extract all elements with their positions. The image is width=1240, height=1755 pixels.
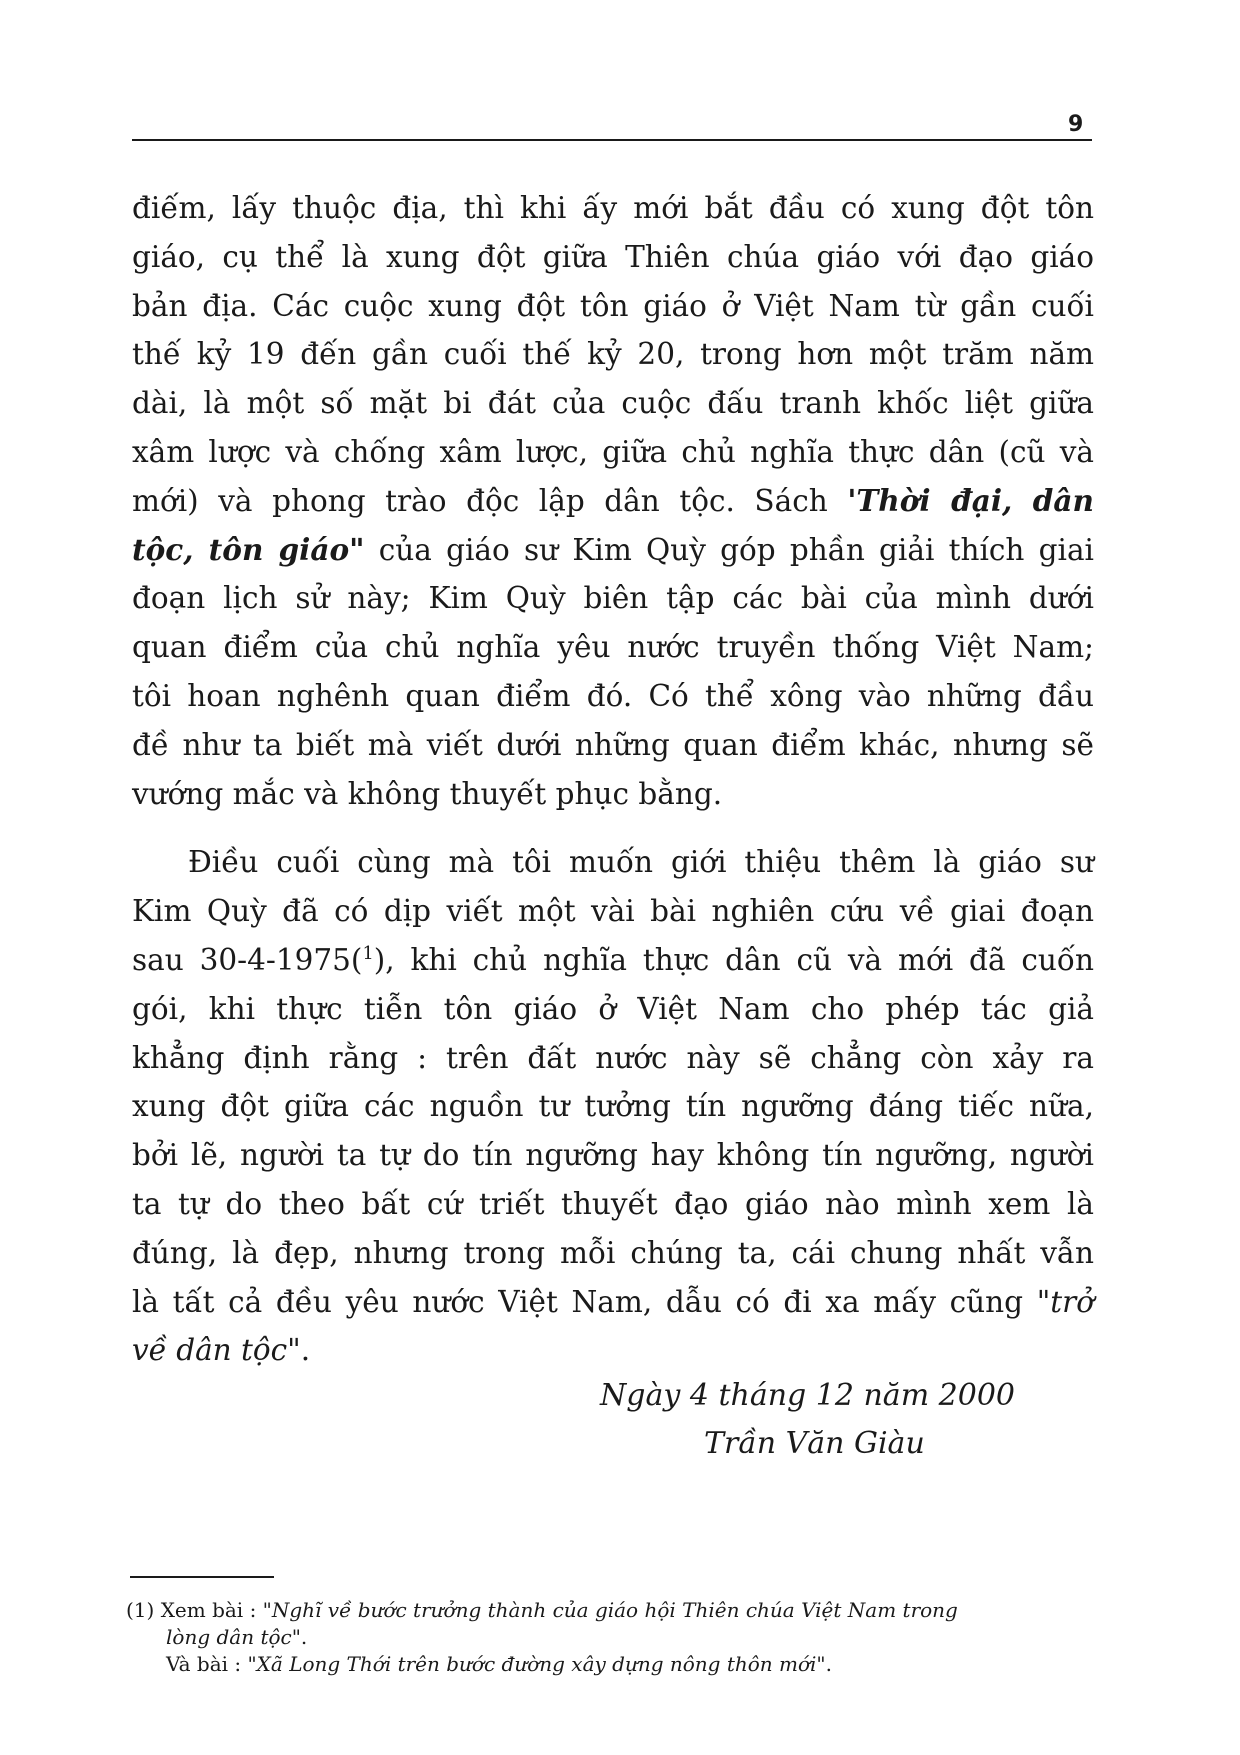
paragraph-1 bbox=[132, 184, 1094, 818]
text-line: Điều cuối cùng mà tôi muốn giới thiệu thêm là giáo sư bbox=[188, 845, 1094, 880]
paragraph-gap bbox=[132, 818, 1094, 838]
text-line: vướng mắc và không thuyết phục bằng. bbox=[132, 776, 723, 811]
footnote-title: "Xã Long Thới trên bước đường xây dựng nông thôn mới" bbox=[247, 1652, 826, 1676]
footnote-marker: (1) Xem bài : bbox=[126, 1598, 263, 1622]
footnote-line bbox=[126, 1624, 1086, 1651]
text-segment: . bbox=[825, 1652, 832, 1676]
text-line bbox=[132, 526, 1094, 575]
footnotes bbox=[126, 1597, 1086, 1678]
footnote-line bbox=[126, 1597, 1086, 1624]
text-segment: mới) và phong trào độc lập dân tộc. Sách bbox=[132, 483, 848, 518]
text-line: ta tự do theo bất cứ triết thuyết đạo giáo nào mình xem là bbox=[132, 1186, 1094, 1221]
text-line: quan điểm của chủ nghĩa yêu nước truyền thống Việt Nam; bbox=[132, 630, 1094, 665]
text-line bbox=[132, 1278, 1094, 1327]
signature-block bbox=[600, 1372, 1015, 1468]
text-line: xung đột giữa các nguồn tư tưởng tín ngưỡng đáng tiếc nữa, bbox=[132, 1089, 1094, 1124]
quote: "trở bbox=[1036, 1284, 1094, 1319]
text-line: khẳng định rằng : trên đất nước này sẽ chẳng còn xảy ra bbox=[132, 1040, 1094, 1075]
text-segment: là tất cả đều yêu nước Việt Nam, dẫu có đi xa mấy cũng bbox=[132, 1284, 1037, 1319]
text-line: xâm lược và chống xâm lược, giữa chủ nghĩa thực dân (cũ và bbox=[132, 434, 1094, 469]
text-line bbox=[132, 477, 1094, 526]
footnote-line bbox=[126, 1651, 1086, 1678]
book-title: tộc, tôn giáo" bbox=[132, 531, 365, 567]
signature-date: Ngày 4 tháng 12 năm 2000 bbox=[600, 1378, 1016, 1413]
text-line: tôi hoan nghênh quan điểm đó. Có thể xông vào những đầu bbox=[132, 678, 1094, 713]
text-line bbox=[132, 1326, 1094, 1375]
book-title: 'Thời đại, dân bbox=[847, 482, 1094, 518]
page-number: 9 bbox=[1068, 112, 1084, 137]
text-segment: . bbox=[300, 1333, 311, 1368]
text-line: đúng, là đẹp, nhưng trong mỗi chúng ta, cái chung nhất vẫn bbox=[132, 1235, 1094, 1270]
text-line: đề như ta biết mà viết dưới những quan điểm khác, nhưng sẽ bbox=[132, 727, 1094, 762]
text-segment: ), khi chủ nghĩa thực dân cũ và mới đã cuốn bbox=[373, 942, 1094, 977]
text-segment: của giáo sư Kim Quỳ góp phần giải thích giai bbox=[364, 532, 1094, 567]
text-line: giáo, cụ thể là xung đột giữa Thiên chúa giáo với đạo giáo bbox=[132, 239, 1094, 274]
text-line: dài, là một số mặt bi đát của cuộc đấu tranh khốc liệt giữa bbox=[132, 386, 1094, 421]
text-line: bởi lẽ, người ta tự do tín ngưỡng hay không tín ngưỡng, người bbox=[132, 1138, 1094, 1173]
quote: về dân tộc" bbox=[132, 1333, 301, 1368]
text-line: điếm, lấy thuộc địa, thì khi ấy mới bắt đầu có xung đột tôn bbox=[132, 191, 1094, 225]
text-line: bản địa. Các cuộc xung đột tôn giáo ở Việt Nam từ gần cuối bbox=[132, 288, 1094, 323]
header-rule bbox=[132, 139, 1092, 141]
footnote-ref: 1 bbox=[362, 944, 374, 965]
text-line: Kim Quỳ đã có dịp viết một vài bài nghiên cứu về giai đoạn bbox=[132, 894, 1094, 929]
body-text bbox=[132, 184, 1094, 1375]
text-line: thế kỷ 19 đến gần cuối thế kỷ 20, trong hơn một trăm năm bbox=[132, 337, 1094, 372]
text-line bbox=[132, 936, 1094, 985]
text-segment: sau 30-4-1975( bbox=[132, 942, 363, 977]
text-line: gói, khi thực tiễn tôn giáo ở Việt Nam cho phép tác giả bbox=[132, 991, 1094, 1026]
signature-author: Trần Văn Giàu bbox=[704, 1426, 925, 1461]
footnote-title: "Nghĩ về bước trưởng thành của giáo hội Thiên chúa Việt Nam trong bbox=[262, 1598, 958, 1622]
footnote-rule bbox=[130, 1576, 274, 1578]
text-line: đoạn lịch sử này; Kim Quỳ biên tập các bài của mình dưới bbox=[132, 581, 1094, 616]
text-segment: Và bài : bbox=[166, 1652, 248, 1676]
paragraph-2 bbox=[132, 838, 1094, 1375]
footnote-title: lòng dân tộc" bbox=[166, 1625, 301, 1649]
text-segment: . bbox=[300, 1625, 308, 1649]
